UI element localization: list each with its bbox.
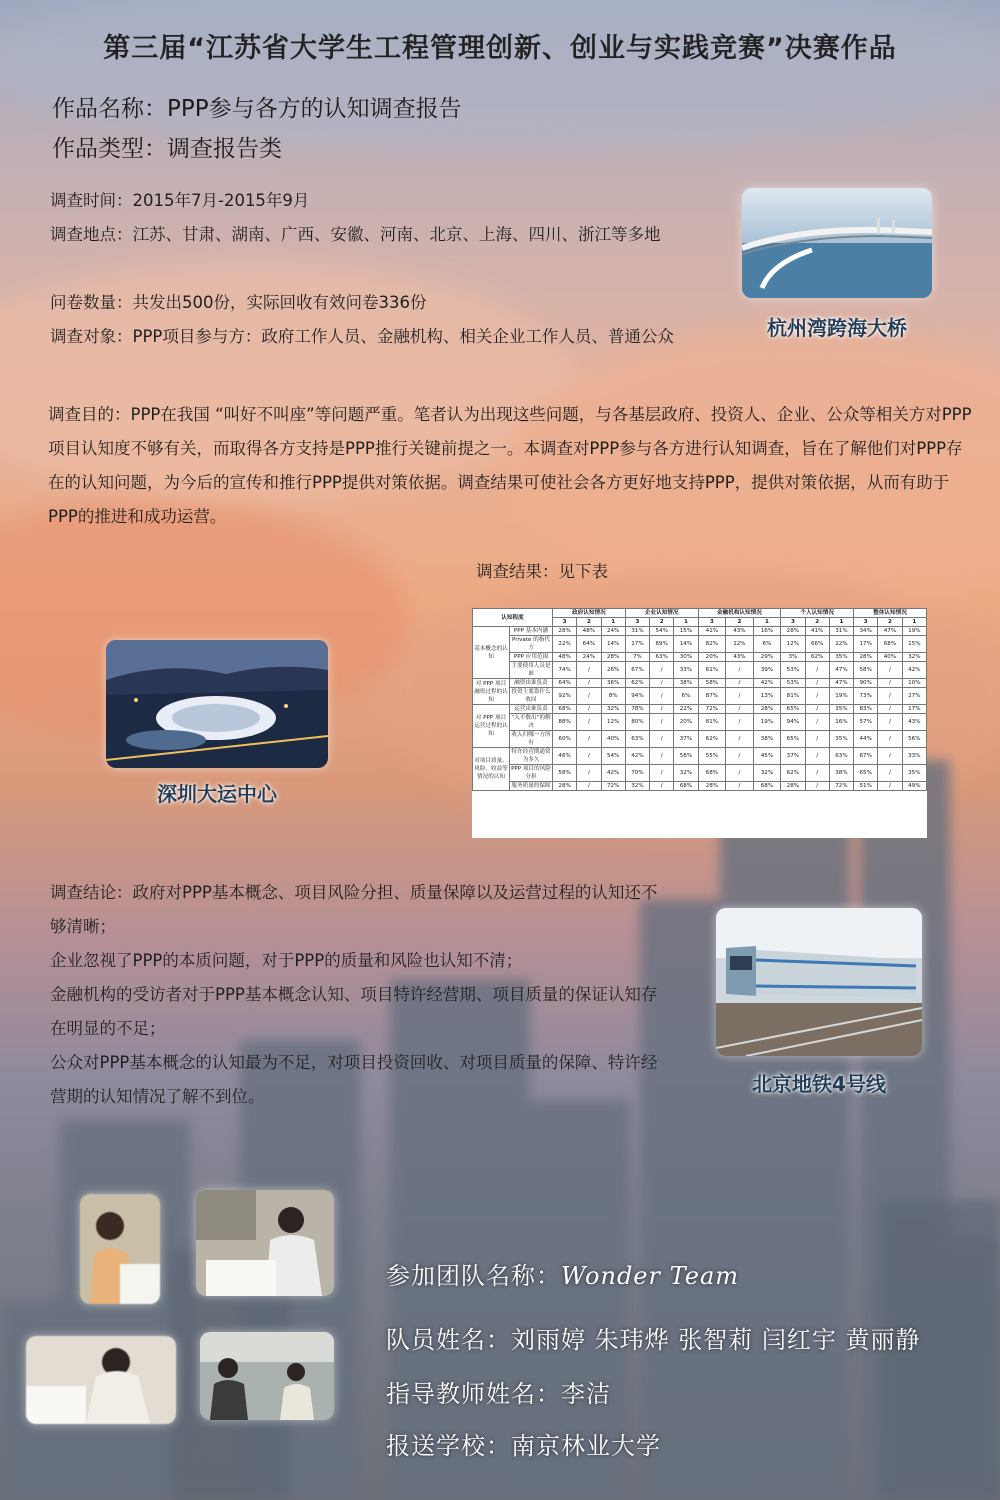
table-cell: / — [577, 765, 601, 782]
table-cell: 38% — [753, 731, 781, 748]
table-cell: 70% — [625, 765, 649, 782]
table-cell: / — [878, 731, 902, 748]
table-cell: 87% — [698, 688, 726, 705]
table-group-header: 企业认知情况 — [625, 609, 698, 618]
table-cell: 37% — [781, 748, 805, 765]
table-cell: 62% — [698, 731, 726, 748]
table-cell: 42% — [902, 662, 926, 679]
table-cell: 67% — [625, 662, 649, 679]
table-cell: 94% — [781, 714, 805, 731]
table-row — [473, 679, 927, 688]
table-cell: 33% — [902, 748, 926, 765]
survey-place: 调查地点：江苏、甘肃、湖南、广西、安徽、河南、北京、上海、四川、浙江等多地 — [50, 225, 661, 244]
table-item-label: PPP 基本内涵 — [510, 627, 553, 636]
team-photo-3 — [26, 1336, 176, 1424]
survey-target: 调查对象：PPP项目参与方：政府工作人员、金融机构、相关企业工作人员、普通公众 — [50, 327, 674, 346]
table-row — [473, 627, 927, 636]
table-cell: 7% — [625, 653, 649, 662]
table-cell: / — [577, 714, 601, 731]
table-cell: 63% — [650, 653, 674, 662]
table-cell: / — [577, 782, 601, 791]
table-cell: / — [878, 679, 902, 688]
table-cell: 8% — [601, 688, 625, 705]
stadium-photo — [106, 640, 328, 768]
table-cell: / — [878, 714, 902, 731]
team-members-value: 刘雨婷 朱玮烨 张智莉 闫红宇 黄丽静 — [511, 1326, 921, 1354]
work-type: 作品类型：调查报告类 — [52, 136, 282, 162]
table-cell: 19% — [902, 627, 926, 636]
table-cell: 49% — [902, 782, 926, 791]
table-cell: 62% — [625, 679, 649, 688]
caption-bridge: 杭州湾跨海大桥 — [767, 316, 907, 340]
table-cell: 61% — [698, 662, 726, 679]
table-cell: 24% — [601, 627, 625, 636]
table-group-header: 金融机构认知情况 — [698, 609, 781, 618]
table-cell: 73% — [854, 688, 878, 705]
table-cell: 72% — [601, 782, 625, 791]
table-cell: 44% — [854, 731, 878, 748]
table-cell: 41% — [805, 627, 829, 636]
table-cell: 72% — [698, 705, 726, 714]
table-cell: 28% — [781, 782, 805, 791]
table-cell: 40% — [878, 653, 902, 662]
table-level-header: 2 — [650, 618, 674, 627]
conclusion-line-3: 金融机构的受访者对于PPP基本概念认知、项目特许经营期、项目质量的保证认知存在明显的不足； — [50, 985, 658, 1038]
table-group-header: 整体认知情况 — [854, 609, 927, 618]
table-level-header: 1 — [753, 618, 781, 627]
table-cell: 53% — [781, 662, 805, 679]
table-cell: / — [577, 679, 601, 688]
table-cell: 68% — [553, 705, 577, 714]
table-cell: 64% — [553, 679, 577, 688]
table-cell: 35% — [829, 653, 853, 662]
table-cell: 35% — [829, 705, 853, 714]
table-cell: 28% — [553, 782, 577, 791]
table-cell: 32% — [753, 765, 781, 782]
table-row — [473, 782, 927, 791]
team-members-line — [386, 1320, 921, 1355]
table-cell: 16% — [753, 627, 781, 636]
table-cell: 42% — [625, 748, 649, 765]
table-item-label: PPP 应用范围 — [510, 653, 553, 662]
table-cell: 51% — [854, 782, 878, 791]
teacher-value: 李洁 — [561, 1380, 611, 1408]
table-cell: 58% — [698, 679, 726, 688]
table-cell: 60% — [553, 731, 577, 748]
table-cell: 20% — [674, 714, 698, 731]
table-cell: / — [650, 679, 674, 688]
table-row — [473, 705, 927, 714]
table-cell: 34% — [854, 627, 878, 636]
page-title: 第三届“江苏省大学生工程管理创新、创业与实践竞赛”决赛作品 — [103, 33, 897, 64]
table-cell: 12% — [726, 636, 754, 653]
table-item-label: PPP 项目的风险分担 — [511, 766, 551, 780]
table-cell: 33% — [674, 662, 698, 679]
table-cell: 62% — [805, 653, 829, 662]
table-cell: / — [650, 782, 674, 791]
table-cell: 22% — [829, 636, 853, 653]
conclusion-line-2: 企业忽视了PPP的本质问题，对于PPP的质量和风险也认知不清； — [50, 951, 523, 970]
table-cell: 54% — [650, 627, 674, 636]
conclusion-block — [50, 876, 660, 1114]
table-cell: 63% — [625, 731, 649, 748]
table-cell: 68% — [698, 765, 726, 782]
table-cell: 88% — [553, 714, 577, 731]
table-cell: 24% — [577, 653, 601, 662]
table-level-header: 1 — [674, 618, 698, 627]
table-cell: 58% — [854, 662, 878, 679]
table-cell: / — [650, 731, 674, 748]
table-cell: / — [805, 765, 829, 782]
table-cell: / — [878, 748, 902, 765]
table-cell: 36% — [601, 679, 625, 688]
table-level-header: 3 — [781, 618, 805, 627]
table-cell: 32% — [601, 705, 625, 714]
table-cell: / — [805, 662, 829, 679]
table-cell: 43% — [902, 714, 926, 731]
table-cell: 65% — [781, 705, 805, 714]
table-cell: / — [577, 688, 601, 705]
table-cell: 58% — [553, 765, 577, 782]
table-cell: 54% — [601, 748, 625, 765]
table-cell: 81% — [698, 714, 726, 731]
table-item-label: “入不敷出”的解决 — [511, 715, 551, 729]
table-cell: 94% — [625, 688, 649, 705]
table-cell: 38% — [674, 679, 698, 688]
table-cell: 12% — [601, 714, 625, 731]
table-group-header: 政府认知情况 — [553, 609, 626, 618]
table-cell: 48% — [577, 627, 601, 636]
table-cell: 28% — [698, 782, 726, 791]
table-cell: / — [726, 765, 754, 782]
table-cell: 53% — [781, 679, 805, 688]
table-cell: 43% — [726, 627, 754, 636]
table-item-label: 特许经营期通常为多久 — [511, 749, 551, 763]
table-cell: / — [726, 662, 754, 679]
table-cell: 17% — [625, 636, 649, 653]
table-level-header: 2 — [805, 618, 829, 627]
table-cell: / — [726, 679, 754, 688]
table-cell: 3% — [781, 653, 805, 662]
survey-purpose: 调查目的：PPP在我国 “叫好不叫座”等问题严重。笔者认为出现这些问题，与各基层政府、投资人、企业、公众等相关方对PPP项目认知度不够有关，而取得各方支持是PPP推行关键前提之一。本调查对PPP参与各方进行认知调查，旨在了解他们对PPP存在的认知问题，为今后的宣传和推行PPP提供对策依据。调查结果可使社会各方更好地支持PPP，提供对策依据，从而有助于PPP的推进和成功运营。 — [48, 405, 972, 526]
table-level-header: 2 — [878, 618, 902, 627]
table-cell: 57% — [854, 714, 878, 731]
table-cell: / — [878, 662, 902, 679]
table-cell: 48% — [553, 653, 577, 662]
table-section-label: 对 PPP 项目融资过程的认知 — [474, 680, 508, 703]
table-row — [473, 688, 927, 705]
table-cell: 62% — [781, 765, 805, 782]
table-cell: 31% — [829, 627, 853, 636]
table-cell: / — [577, 748, 601, 765]
table-cell: / — [650, 748, 674, 765]
table-cell: 27% — [902, 688, 926, 705]
table-cell: 15% — [902, 636, 926, 653]
survey-time: 调查时间：2015年7月-2015年9月 — [50, 191, 310, 210]
table-cell: 19% — [753, 714, 781, 731]
table-cell: / — [650, 662, 674, 679]
result-label: 调查结果：见下表 — [476, 562, 608, 581]
table-cell: / — [878, 688, 902, 705]
team-photo-1 — [80, 1194, 160, 1304]
table-cell: 45% — [753, 748, 781, 765]
results-table — [472, 608, 927, 791]
table-cell: 68% — [753, 782, 781, 791]
table-cell: 47% — [829, 662, 853, 679]
table-item-label: 运营由谁负责 — [510, 705, 553, 714]
team-photo-2 — [196, 1190, 334, 1296]
table-cell: / — [726, 731, 754, 748]
table-cell: / — [650, 765, 674, 782]
table-item-label: 主要使用人员是谁 — [511, 663, 551, 677]
table-cell: 40% — [601, 731, 625, 748]
table-row — [473, 714, 927, 731]
table-cell: 32% — [625, 782, 649, 791]
table-cell: 19% — [829, 688, 853, 705]
table-cell: 46% — [553, 748, 577, 765]
table-cell: 69% — [650, 636, 674, 653]
table-cell: 12% — [781, 636, 805, 653]
table-cell: / — [805, 731, 829, 748]
table-cell: 10% — [902, 679, 926, 688]
table-row — [473, 748, 927, 765]
table-cell: 43% — [726, 653, 754, 662]
table-cell: 22% — [553, 636, 577, 653]
table-cell: 67% — [854, 748, 878, 765]
table-cell: 20% — [698, 653, 726, 662]
table-cell: 66% — [805, 636, 829, 653]
table-item-label: 融资由谁负责 — [510, 679, 553, 688]
table-cell: 38% — [829, 765, 853, 782]
conclusion-line-1: 调查结论：政府对PPP基本概念、项目风险分担、质量保障以及运营过程的认知还不够清晰； — [50, 883, 658, 936]
table-cell: 42% — [753, 679, 781, 688]
table-cell: 14% — [674, 636, 698, 653]
table-cell: 68% — [674, 782, 698, 791]
table-row — [473, 731, 927, 748]
team-name-value: Wonder Team — [561, 1262, 740, 1290]
table-cell: 90% — [854, 679, 878, 688]
table-item-label: Private 的指代方 — [510, 636, 553, 653]
table-cell: / — [726, 748, 754, 765]
table-cell: / — [726, 714, 754, 731]
table-cell: 6% — [674, 688, 698, 705]
school-label: 报送学校： — [386, 1432, 511, 1460]
table-cell: 80% — [625, 714, 649, 731]
table-cell: / — [805, 714, 829, 731]
table-cell: / — [577, 662, 601, 679]
table-cell: 64% — [577, 636, 601, 653]
table-cell: 56% — [902, 731, 926, 748]
table-level-header: 2 — [726, 618, 754, 627]
table-cell: 16% — [829, 714, 853, 731]
table-cell: 15% — [674, 627, 698, 636]
table-cell: 41% — [698, 627, 726, 636]
table-cell: 58% — [674, 748, 698, 765]
table-level-header: 2 — [577, 618, 601, 627]
table-cell: 17% — [854, 636, 878, 653]
table-row — [473, 653, 927, 662]
school-value: 南京林业大学 — [511, 1432, 661, 1460]
table-row — [473, 636, 927, 653]
table-cell: 63% — [829, 748, 853, 765]
table-cell: 72% — [829, 782, 853, 791]
table-cell: / — [726, 688, 754, 705]
table-level-header: 1 — [829, 618, 853, 627]
table-cell: / — [805, 748, 829, 765]
metro-photo — [716, 908, 922, 1056]
table-cell: 14% — [601, 636, 625, 653]
table-cell: 35% — [829, 731, 853, 748]
table-level-header: 1 — [601, 618, 625, 627]
table-level-header: 1 — [902, 618, 926, 627]
table-cell: 32% — [902, 653, 926, 662]
table-cell: 22% — [674, 705, 698, 714]
table-cell: 83% — [854, 705, 878, 714]
table-cell: 13% — [753, 688, 781, 705]
table-cell: 74% — [553, 662, 577, 679]
table-cell: / — [805, 679, 829, 688]
table-cell: / — [726, 782, 754, 791]
team-name-label: 参加团队名称： — [386, 1262, 561, 1290]
table-cell: 6% — [753, 636, 781, 653]
table-cell: 28% — [854, 653, 878, 662]
table-cell: 28% — [553, 627, 577, 636]
school-line — [386, 1426, 661, 1461]
table-cell: 28% — [781, 627, 805, 636]
team-photo-4 — [200, 1332, 334, 1420]
table-cell: / — [650, 705, 674, 714]
table-cell: / — [805, 688, 829, 705]
table-cell: 37% — [674, 731, 698, 748]
table-cell: 29% — [753, 653, 781, 662]
table-cell: 65% — [854, 765, 878, 782]
table-group-header: 个人认知情况 — [781, 609, 854, 618]
table-cell: / — [650, 714, 674, 731]
table-corner: 认知程度 — [473, 609, 553, 627]
table-cell: 68% — [878, 636, 902, 653]
table-cell: / — [726, 705, 754, 714]
table-cell: 82% — [698, 636, 726, 653]
table-cell: 47% — [829, 679, 853, 688]
table-level-header: 3 — [553, 618, 577, 627]
table-cell: / — [805, 705, 829, 714]
table-cell: 55% — [698, 748, 726, 765]
table-cell: 47% — [878, 627, 902, 636]
work-name: 作品名称：PPP参与各方的认知调查报告 — [52, 96, 462, 122]
table-cell: / — [878, 782, 902, 791]
table-cell: 92% — [553, 688, 577, 705]
team-members-label: 队员姓名： — [386, 1326, 511, 1354]
table-row — [473, 662, 927, 679]
table-cell: 65% — [781, 731, 805, 748]
table-level-header: 3 — [625, 618, 649, 627]
table-level-header: 3 — [854, 618, 878, 627]
table-cell: 35% — [902, 765, 926, 782]
table-cell: 28% — [753, 705, 781, 714]
table-cell: 78% — [625, 705, 649, 714]
table-cell: 42% — [601, 765, 625, 782]
table-section-label: 对 PPP 项目运营过程的认知 — [473, 705, 510, 748]
results-table-card — [472, 608, 927, 838]
teacher-line — [386, 1374, 611, 1409]
table-section-label: 基本概念的认知 — [473, 627, 510, 679]
bridge-photo — [742, 188, 932, 298]
table-cell: / — [878, 765, 902, 782]
table-cell: 26% — [601, 662, 625, 679]
table-cell: 17% — [902, 705, 926, 714]
teacher-label: 指导教师姓名： — [386, 1380, 561, 1408]
table-cell: / — [577, 705, 601, 714]
table-cell: 39% — [753, 662, 781, 679]
table-item-label: 收入归哪一方所有 — [511, 732, 551, 746]
table-cell: 28% — [601, 653, 625, 662]
table-cell: / — [878, 705, 902, 714]
table-cell: 32% — [674, 765, 698, 782]
questionnaire-count: 问卷数量：共发出500份，实际回收有效问卷336份 — [50, 293, 427, 312]
table-level-header: 3 — [698, 618, 726, 627]
team-name-line — [386, 1256, 739, 1291]
table-section-label: 对项目质量、风险、收益等情况的认知 — [473, 748, 510, 791]
table-cell: / — [650, 688, 674, 705]
conclusion-line-4: 公众对PPP基本概念的认知最为不足，对项目投资回收、对项目质量的保障、特许经营期的认知情况了解不到位。 — [50, 1053, 658, 1106]
table-item-label: 服务质量的保障 — [511, 783, 551, 789]
table-cell: 81% — [781, 688, 805, 705]
table-cell: 31% — [625, 627, 649, 636]
table-row — [473, 765, 927, 782]
table-cell: / — [577, 731, 601, 748]
caption-stadium: 深圳大运中心 — [157, 782, 277, 806]
table-item-label: 投资主要靠什么收回 — [511, 689, 551, 703]
caption-metro: 北京地铁4号线 — [752, 1072, 886, 1096]
table-cell: 30% — [674, 653, 698, 662]
table-cell: / — [805, 782, 829, 791]
